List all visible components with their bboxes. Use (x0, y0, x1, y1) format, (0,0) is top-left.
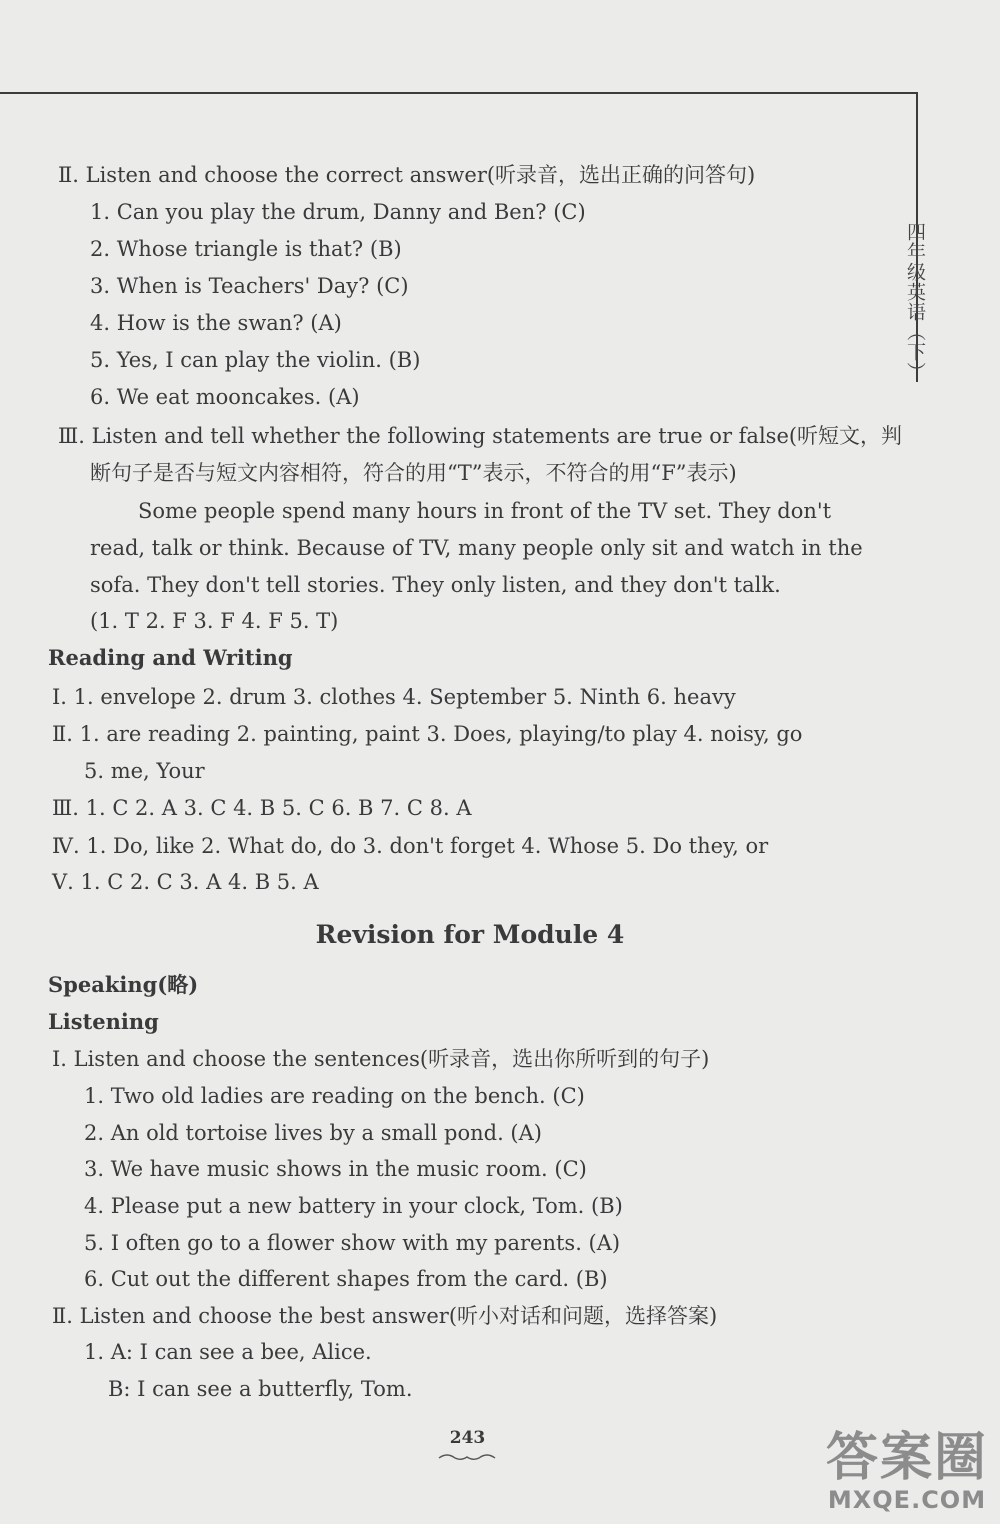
reading-writing-title: Reading and Writing (48, 645, 293, 670)
listening-title: Listening (48, 1009, 159, 1034)
section-iii-title: Ⅲ. Listen and tell whether the following statements are true or false(听短文，判 (58, 424, 903, 448)
top-border-line (0, 92, 918, 94)
side-grade-label: 四年级英语（下） (904, 222, 926, 382)
answer-line: (1. T 2. F 3. F 4. F 5. T) (90, 609, 339, 633)
passage-line: Some people spend many hours in front of the TV set. They don't (138, 499, 832, 523)
answer-line: Ⅳ. 1. Do, like 2. What do, do 3. don't forget 4. Whose 5. Do they, or (52, 834, 769, 858)
answer-line: Ⅱ. 1. are reading 2. painting, paint 3. Does, playing/to play 4. noisy, go (52, 722, 803, 746)
list-item: 5. I often go to a flower show with my parents. (A) (84, 1231, 621, 1255)
answer-line: Ⅴ. 1. C 2. C 3. A 4. B 5. A (52, 870, 319, 894)
speaking-title: Speaking(略) (48, 972, 199, 997)
answer-line: Ⅲ. 1. C 2. A 3. C 4. B 5. C 6. B 7. C 8. A (52, 796, 472, 820)
list-item: 1. Can you play the drum, Danny and Ben? (C) (90, 200, 586, 224)
list-item: 6. Cut out the different shapes from the card. (B) (84, 1267, 608, 1291)
watermark-url: MXQE.COM (827, 1486, 987, 1514)
list-item: 6. We eat mooncakes. (A) (90, 385, 360, 409)
list-item: 3. We have music shows in the music room. (C) (84, 1157, 587, 1181)
section-iii-title-cont: 断句子是否与短文内容相符，符合的用“T”表示，不符合的用“F”表示) (90, 461, 737, 485)
answer-line: 5. me, Your (84, 759, 205, 783)
section-ii-title: Ⅱ. Listen and choose the best answer(听小对话和问题，选择答案) (52, 1304, 718, 1328)
list-item: 4. How is the swan? (A) (90, 311, 342, 335)
watermark (825, 1428, 988, 1514)
list-item: 2. An old tortoise lives by a small pond. (A) (84, 1121, 542, 1145)
passage-line: read, talk or think. Because of TV, many people only sit and watch in the (90, 536, 863, 560)
list-item: 1. Two old ladies are reading on the bench. (C) (84, 1084, 585, 1108)
list-item: 2. Whose triangle is that? (B) (90, 237, 402, 261)
page-title: Revision for Module 4 (315, 920, 625, 949)
answer-line: Ⅰ. 1. envelope 2. drum 3. clothes 4. September 5. Ninth 6. heavy (52, 685, 736, 709)
watermark-logo-text: 答案圈 (825, 1428, 988, 1488)
list-item: 5. Yes, I can play the violin. (B) (90, 348, 421, 372)
page-number: 243 (449, 1428, 486, 1448)
ornament-icon (437, 1452, 497, 1462)
passage-line: sofa. They don't tell stories. They only listen, and they don't talk. (90, 573, 781, 597)
list-item: 3. When is Teachers' Day? (C) (90, 274, 409, 298)
list-item: 4. Please put a new battery in your clock, Tom. (B) (84, 1194, 623, 1218)
section-ii-title: Ⅱ. Listen and choose the correct answer(听录音，选出正确的问答句) (58, 163, 756, 187)
dialogue-line: 1. A: I can see a bee, Alice. (84, 1340, 372, 1364)
dialogue-line: B: I can see a butterfly, Tom. (108, 1377, 413, 1401)
section-i-title: Ⅰ. Listen and choose the sentences(听录音，选出你所听到的句子) (52, 1047, 710, 1071)
